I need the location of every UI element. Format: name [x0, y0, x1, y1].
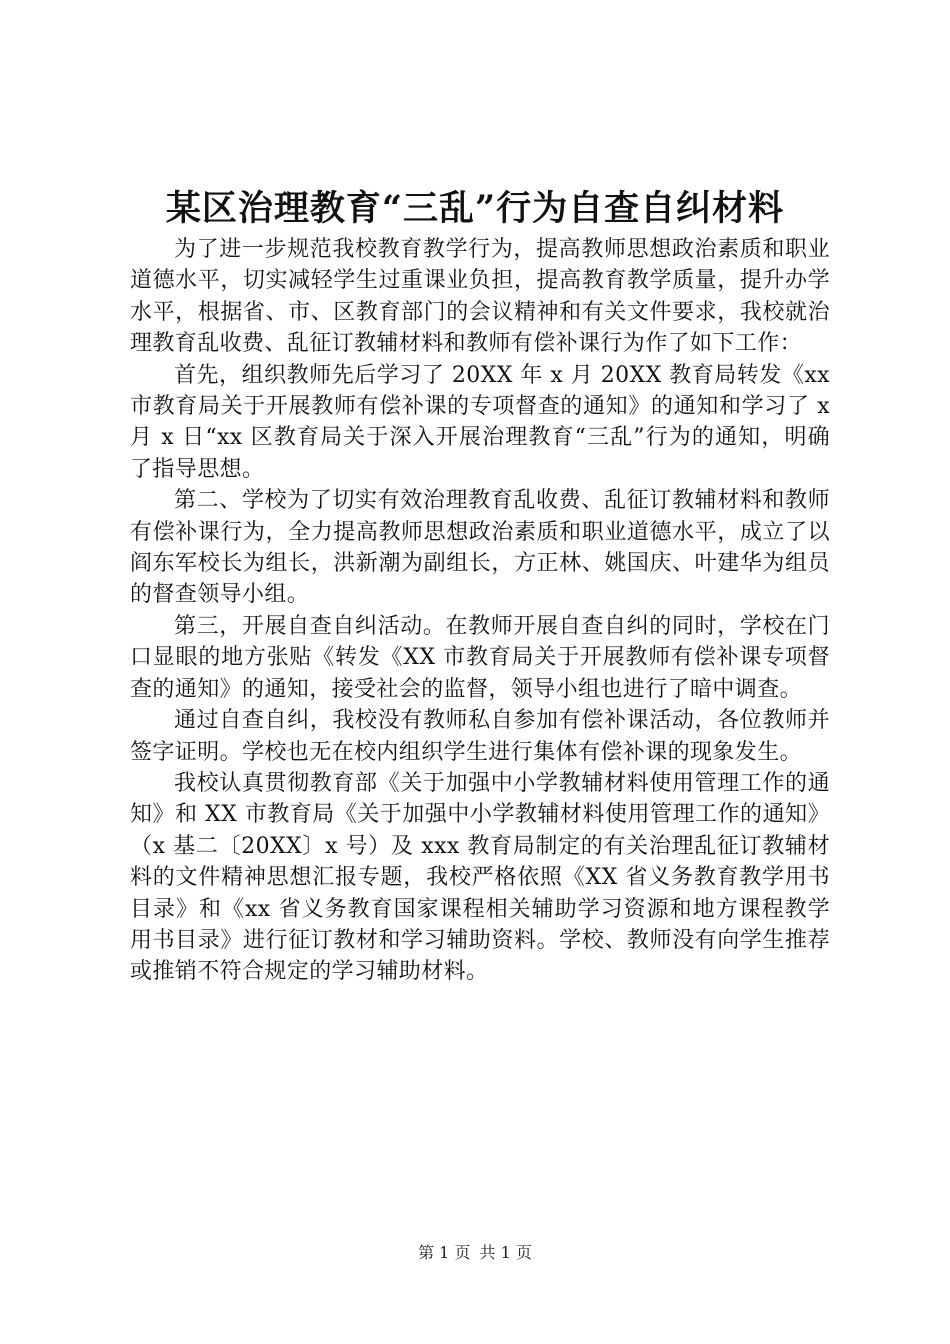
paragraph-third: 第三，开展自查自纠活动。在教师开展自查自纠的同时，学校在门口显眼的地方张贴《转发《XX 市教育局关于开展教师有偿补课专项督查的通知》的通知，接受社会的监督，领导小组也进行了暗中调查。: [130, 613, 830, 702]
page-number: 第 1 页: [418, 1243, 471, 1262]
paragraph-second: 第二、学校为了切实有效治理教育乱收费、乱征订教辅材料和教师有偿补课行为，全力提高教师思想政治素质和职业道德水平，成立了以阎东军校长为组长，洪新潮为副组长，方正林、姚国庆、叶建华为组员的督查领导小组。: [130, 488, 830, 608]
document-title: 某区治理教育“三乱”行为自查自纠材料: [165, 188, 785, 229]
document-body: [130, 234, 830, 988]
paragraph-materials: 我校认真贯彻教育部《关于加强中小学教辅材料使用管理工作的通知》和 XX 市教育局《关于加强中小学教辅材料使用管理工作的通知》（x 基二〔20XX〕x 号）及 xxx 教育局制定的有关治理乱征订教辅材料的文件精神思想汇报专题，我校严格依照《XX 省义务教育教学用书目录》和《xx 省义务教育国家课程相关辅助学习资源和地方课程教学用书目录》进行征订教材和学习辅助资料。学校、教师没有向学生推荐或推销不符合规定的学习辅助材料。: [130, 770, 830, 985]
page-footer: [0, 1241, 950, 1265]
paragraph-first: 首先，组织教师先后学习了 20XX 年 x 月 20XX 教育局转发《xx 市教育局关于开展教师有偿补课的专项督查的通知》的通知和学习了 x 月 x 日“xx 区教育局关于深入开展治理教育“三乱”行为的通知，明确了指导思想。: [130, 362, 830, 482]
paragraph-intro: 为了进一步规范我校教育教学行为，提高教师思想政治素质和职业道德水平，切实减轻学生过重课业负担，提高教育教学质量，提升办学水平，根据省、市、区教育部门的会议精神和有关文件要求，我校就治理教育乱收费、乱征订教辅材料和教师有偿补课行为作了如下工作：: [130, 237, 830, 357]
page-total: 共 1 页: [479, 1243, 532, 1262]
paragraph-result: 通过自查自纠，我校没有教师私自参加有偿补课活动，各位教师并签字证明。学校也无在校内组织学生进行集体有偿补课的现象发生。: [130, 708, 830, 765]
